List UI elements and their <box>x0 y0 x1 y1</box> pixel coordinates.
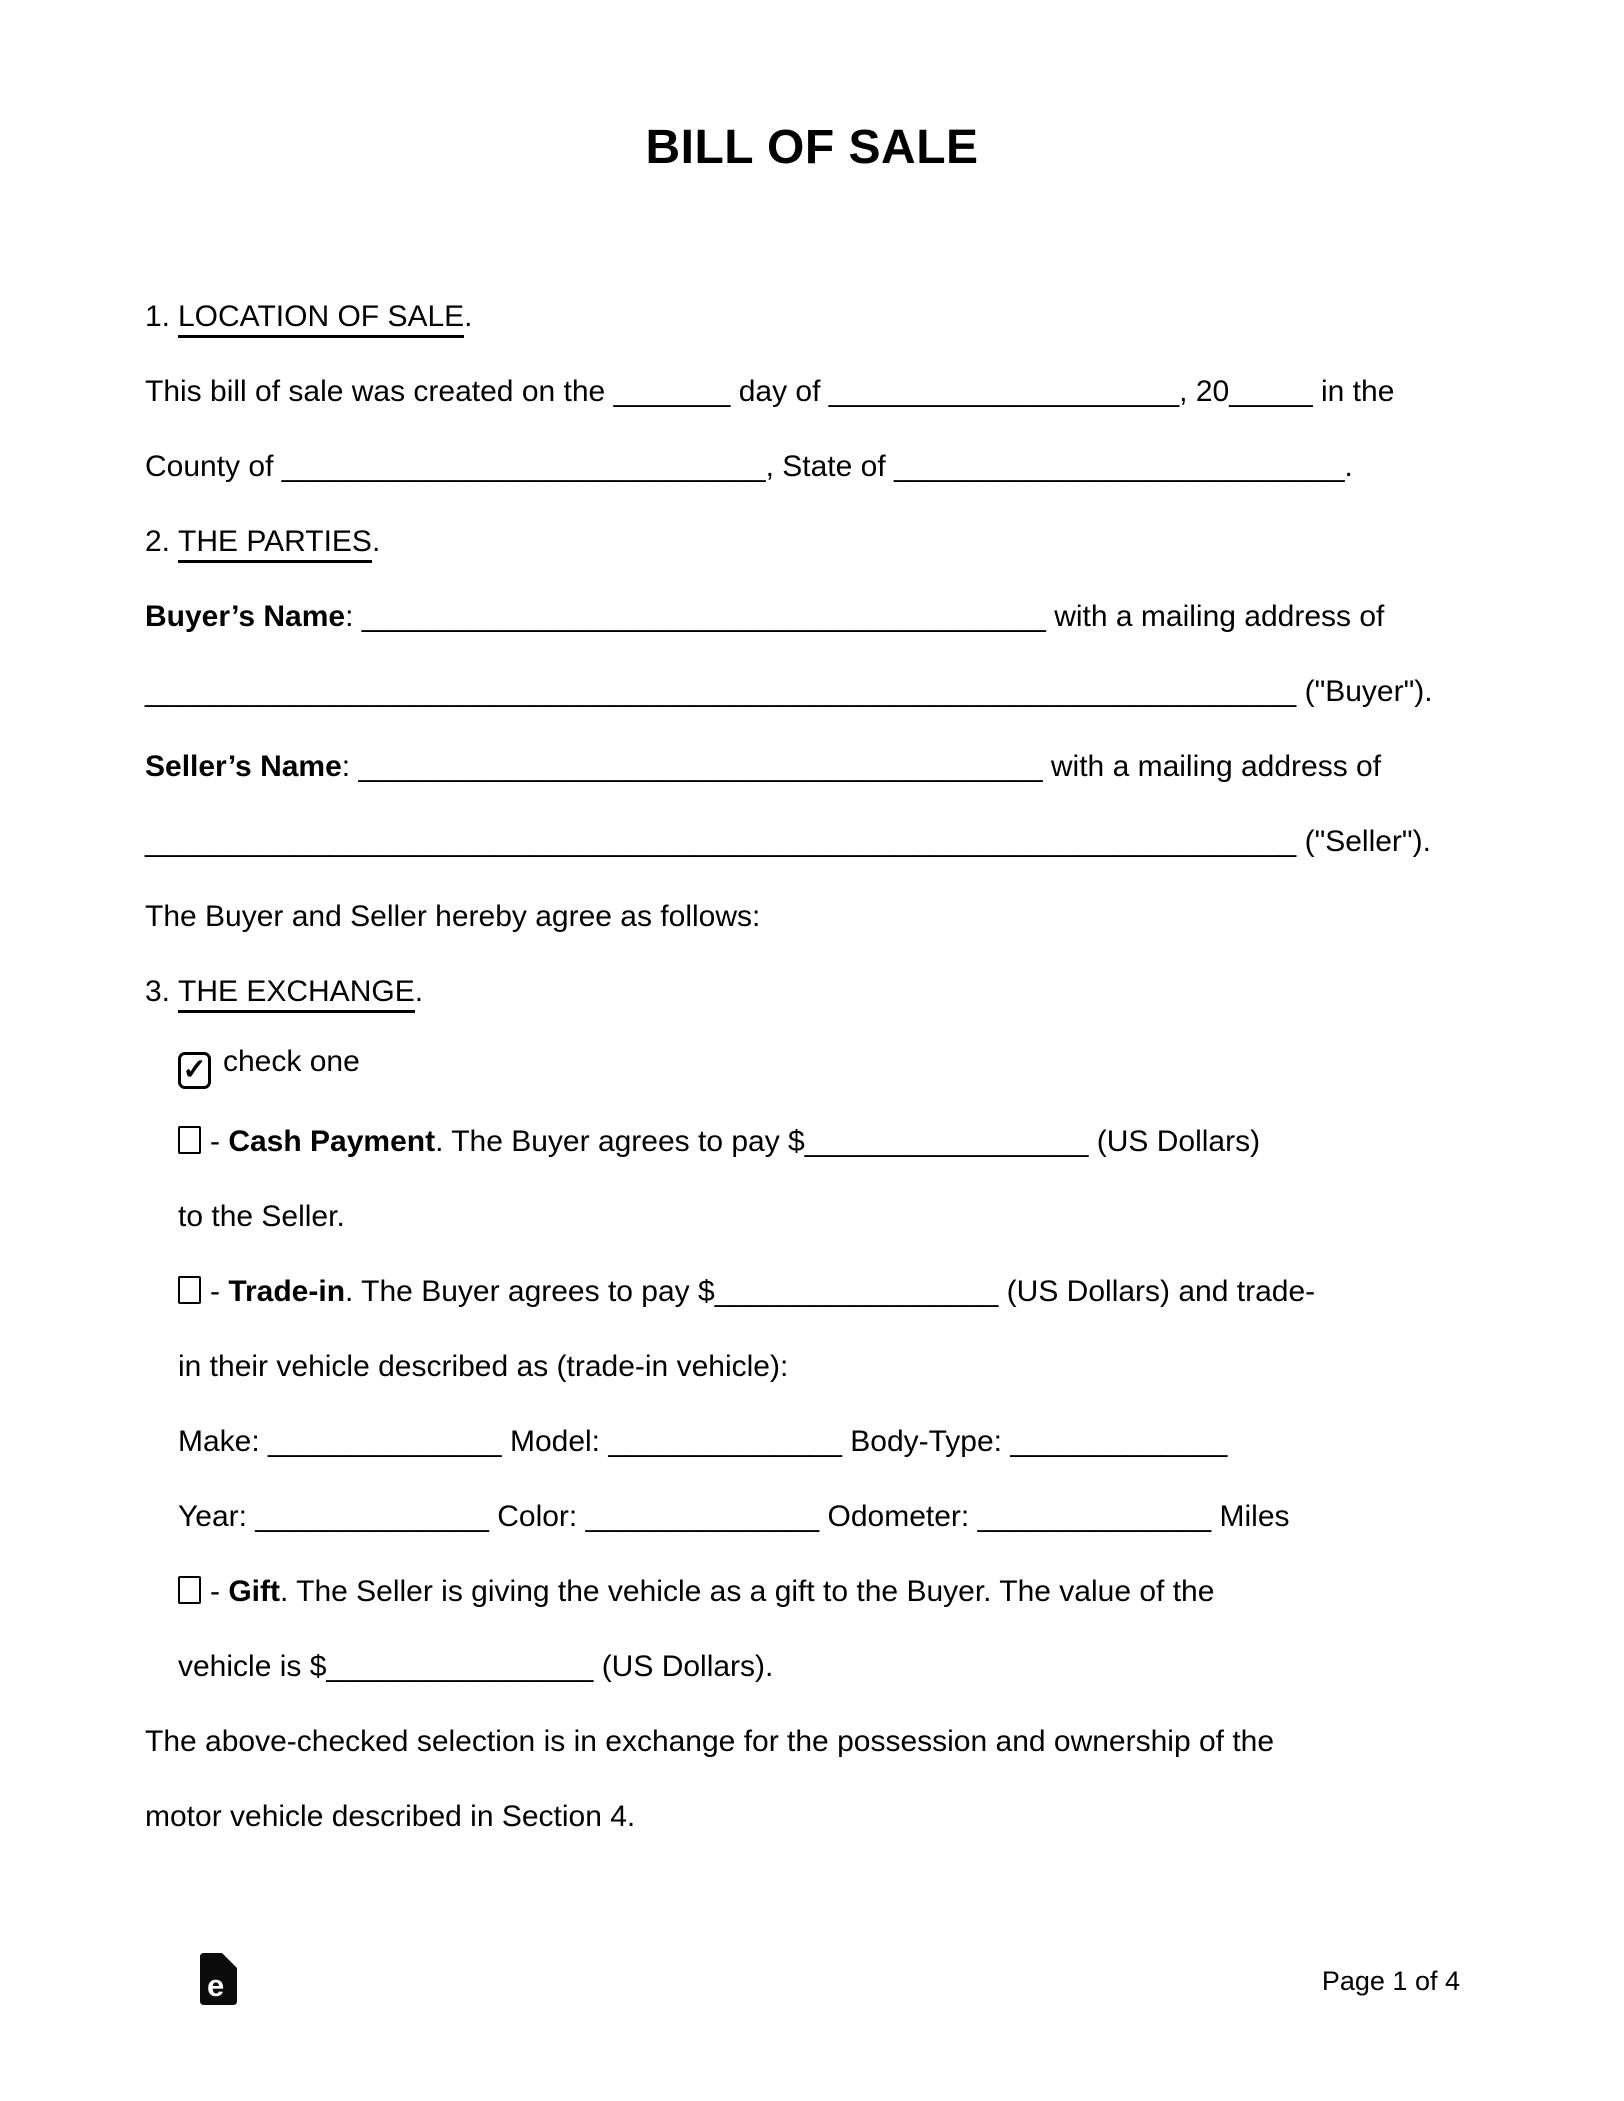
gift-value-blank-field[interactable]: ________________ <box>326 1650 594 1683</box>
location-sentence-line2 <box>145 448 1353 486</box>
year-label: Year: <box>178 1500 256 1533</box>
text: in the <box>1312 375 1395 408</box>
seller-address-line <box>145 823 1431 861</box>
text: with a mailing address of <box>1045 600 1385 633</box>
check-one-checkbox-checked[interactable]: ✓ <box>178 1052 211 1089</box>
closing-line2: motor vehicle described in Section 4. <box>145 1800 636 1833</box>
trade-in-line <box>178 1273 1315 1311</box>
text: . The Seller is giving the vehicle as a gift to the Buyer. The value of the <box>279 1575 1215 1608</box>
body-type-label: Body-Type: <box>841 1425 1011 1458</box>
trade-amount-blank-field[interactable]: _________________ <box>714 1275 999 1308</box>
section-heading-exchange <box>145 973 423 1011</box>
buyer-address-blank-field[interactable]: _____________________________________________________________________ <box>145 675 1297 708</box>
text: . <box>1344 450 1353 483</box>
buyer-name-line <box>145 598 1384 636</box>
cash-payment-line2: to the Seller. <box>178 1200 345 1233</box>
seller-name-line <box>145 748 1381 786</box>
cash-amount-blank-field[interactable]: _________________ <box>804 1125 1089 1158</box>
check-one-label: check one <box>223 1045 360 1078</box>
text: - <box>210 1275 229 1308</box>
cash-payment-label: Cash Payment <box>228 1125 436 1158</box>
section-title-exchange: THE EXCHANGE <box>178 975 415 1013</box>
model-label: Model: <box>501 1425 609 1458</box>
body-type-blank-field[interactable]: _____________ <box>1010 1425 1228 1458</box>
text: (US Dollars) and trade- <box>998 1275 1316 1308</box>
text: , 20 <box>1179 375 1230 408</box>
location-sentence-line1 <box>145 373 1394 411</box>
buyer-name-label: Buyer’s Name <box>145 600 346 633</box>
section-title-location: LOCATION OF SALE <box>178 300 464 338</box>
text: . The Buyer agrees to pay $ <box>435 1125 805 1158</box>
seller-name-blank-field[interactable]: _________________________________________ <box>358 750 1043 783</box>
trade-in-label: Trade-in <box>228 1275 346 1308</box>
year-blank-field[interactable]: _____ <box>1229 375 1313 408</box>
text: vehicle is $ <box>178 1650 327 1683</box>
month-blank-field[interactable]: _____________________ <box>828 375 1180 408</box>
buyer-address-line <box>145 673 1433 711</box>
section-heading-location <box>145 298 473 336</box>
make-blank-field[interactable]: ______________ <box>268 1425 502 1458</box>
logo-letter: e <box>207 1968 225 2003</box>
odometer-blank-field[interactable]: ______________ <box>977 1500 1212 1533</box>
text: : <box>341 750 359 783</box>
section-number: 1. <box>145 300 171 333</box>
text: - <box>210 1125 229 1158</box>
text: ("Seller"). <box>1296 825 1431 858</box>
cash-payment-line <box>178 1123 1260 1161</box>
trade-in-checkbox[interactable] <box>178 1276 201 1304</box>
section-period: . <box>371 525 381 558</box>
vehicle-fields-line1 <box>178 1423 1227 1461</box>
buyer-name-blank-field[interactable]: _________________________________________ <box>361 600 1046 633</box>
gift-line <box>178 1573 1214 1611</box>
miles-label: Miles <box>1211 1500 1290 1533</box>
cash-payment-checkbox[interactable] <box>178 1126 201 1154</box>
section-number: 2. <box>145 525 171 558</box>
section-period: . <box>414 975 424 1008</box>
vehicle-year-blank-field[interactable]: ______________ <box>255 1500 489 1533</box>
text: day of <box>730 375 829 408</box>
section-heading-parties <box>145 523 380 561</box>
page-title: BILL OF SALE <box>645 121 979 174</box>
make-label: Make: <box>178 1425 269 1458</box>
seller-name-label: Seller’s Name <box>145 750 342 783</box>
section-number: 3. <box>145 975 171 1008</box>
text: County of <box>145 450 282 483</box>
trade-in-line2: in their vehicle described as (trade-in vehicle): <box>178 1350 789 1383</box>
eforms-logo-icon <box>200 1953 237 2005</box>
color-label: Color: <box>488 1500 586 1533</box>
text: ("Buyer"). <box>1296 675 1433 708</box>
color-blank-field[interactable]: ______________ <box>585 1500 820 1533</box>
model-blank-field[interactable]: ______________ <box>608 1425 842 1458</box>
text: : <box>345 600 362 633</box>
gift-label: Gift <box>228 1575 280 1608</box>
state-blank-field[interactable]: ___________________________ <box>894 450 1345 483</box>
text: with a mailing address of <box>1042 750 1382 783</box>
text: - <box>210 1575 229 1608</box>
section-period: . <box>464 300 473 333</box>
text: . The Buyer agrees to pay $ <box>345 1275 715 1308</box>
text: , State of <box>765 450 895 483</box>
gift-checkbox[interactable] <box>178 1576 201 1604</box>
text: This bill of sale was created on the <box>145 375 614 408</box>
day-blank-field[interactable]: _______ <box>613 375 731 408</box>
gift-line2 <box>178 1648 773 1686</box>
check-one-line <box>178 1043 360 1089</box>
closing-line1: The above-checked selection is in exchange for the possession and ownership of the <box>145 1725 1275 1758</box>
text: (US Dollars) <box>1088 1125 1261 1158</box>
agreement-line: The Buyer and Seller hereby agree as follows: <box>145 900 761 933</box>
page-indicator: Page 1 of 4 <box>1321 1966 1460 1996</box>
odometer-label: Odometer: <box>819 1500 978 1533</box>
county-blank-field[interactable]: _____________________________ <box>281 450 766 483</box>
text: (US Dollars). <box>593 1650 774 1683</box>
seller-address-blank-field[interactable]: _____________________________________________________________________ <box>145 825 1297 858</box>
section-title-parties: THE PARTIES <box>178 525 372 563</box>
vehicle-fields-line2 <box>178 1498 1290 1536</box>
